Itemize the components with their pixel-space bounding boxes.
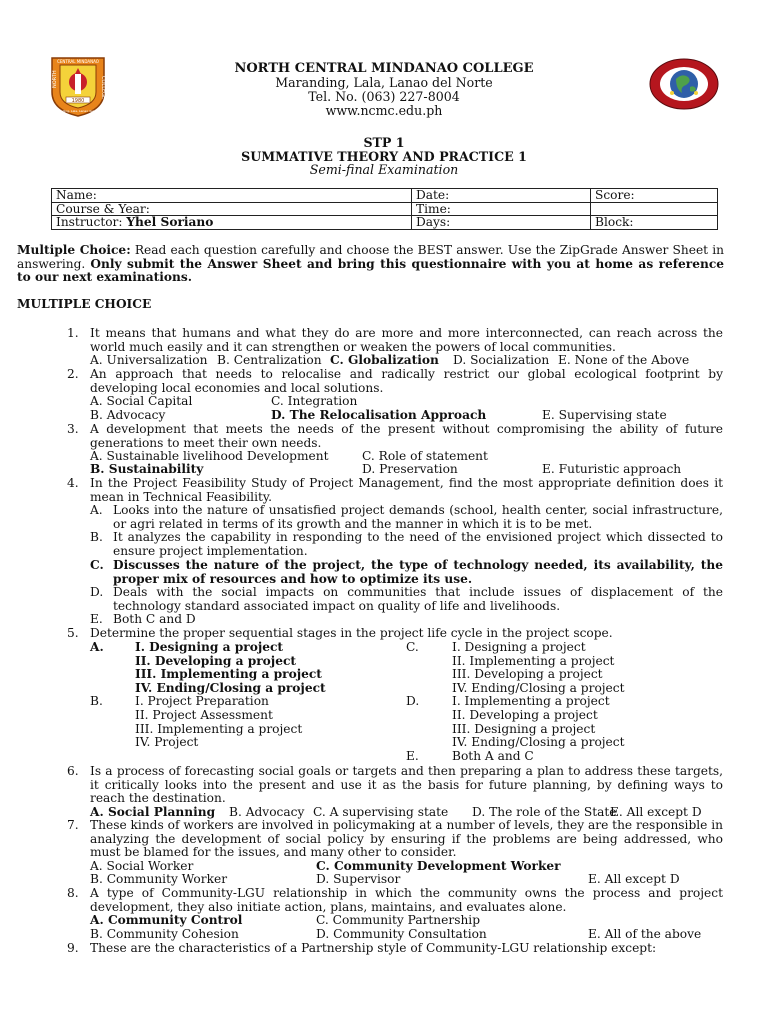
date-field[interactable]: Date: — [412, 189, 591, 203]
option-d[interactable]: D. Supervisor — [316, 872, 401, 886]
logo-top-text: CENTRAL MINDANAO — [57, 59, 99, 64]
option-b[interactable]: It analyzes the capability in responding to the need of the envisioned project which dissected to ensure project implementation. — [113, 530, 723, 558]
question-text: These kinds of workers are involved in policymaking at a number of levels, they are the responsible in analyzing the development of social policy by ensuring if the problems are being addressed, who must be blamed for the issues, and many other to consider. — [90, 818, 723, 860]
option-e-letter: E. — [406, 749, 419, 763]
logo-side-left-text: NORTH — [52, 70, 58, 88]
score-field[interactable]: Score: — [591, 189, 718, 203]
question-number: 1. — [67, 326, 79, 340]
question-number: 8. — [67, 886, 79, 900]
option-d-letter: D. — [406, 694, 420, 708]
table-row — [52, 202, 718, 216]
course-year-field[interactable]: Course & Year: — [52, 202, 412, 216]
question-text: A type of Community-LGU relationship in which the community owns the process and project development, they also initiate action, plans, maintains, and evaluates alone. — [90, 886, 723, 914]
option-c[interactable]: C. A supervising state — [313, 805, 449, 819]
question-number: 5. — [67, 626, 79, 640]
question-text: A development that meets the needs of the present without compromising the ability of future generations to meet their own needs. — [90, 422, 723, 450]
option-e[interactable]: E. None of the Above — [558, 353, 690, 367]
option-b-answer[interactable]: B. Sustainability — [90, 462, 204, 476]
option-a[interactable]: A. Universalization — [90, 353, 208, 367]
option-c-letter: C. — [406, 640, 419, 654]
option-e[interactable]: Both A and C — [452, 749, 534, 763]
question-number: 2. — [67, 367, 79, 381]
days-field[interactable]: Days: — [412, 216, 591, 230]
option-a-line[interactable]: I. Designing a project — [135, 640, 284, 654]
option-a[interactable]: A. Social Capital — [90, 394, 193, 408]
option-c-line[interactable]: II. Implementing a project — [452, 654, 615, 668]
section-title: MULTIPLE CHOICE — [17, 297, 152, 311]
question-text: An approach that needs to relocalise and radically restrict our global ecological footprint by developing local economies and local solutions. — [90, 367, 723, 395]
option-e[interactable]: E. Futuristic approach — [542, 462, 682, 476]
option-c[interactable]: C. Integration — [271, 394, 358, 408]
option-a-answer[interactable]: A. Community Control — [90, 913, 243, 927]
option-e[interactable]: E. All except D — [588, 872, 680, 886]
option-e[interactable]: E. All of the above — [588, 927, 702, 941]
option-a[interactable]: A. Social Worker — [90, 859, 194, 873]
option-d[interactable]: D. Community Consultation — [316, 927, 487, 941]
option-d[interactable]: D. Preservation — [362, 462, 458, 476]
option-b-line[interactable]: IV. Project — [135, 735, 199, 749]
exam-code: STP 1 — [363, 135, 405, 150]
instructions-text: Read each question carefully and choose the BEST answer. Use the ZipGrade Answer Sheet in answering. — [17, 243, 724, 271]
exam-type: Semi-final Examination — [309, 162, 459, 177]
option-b[interactable]: B. Centralization — [217, 353, 322, 367]
instructions-label: Multiple Choice: — [17, 243, 131, 257]
question-text: In the Project Feasibility Study of Project Management, find the most appropriate definition does it mean in Technical Feasibility. — [90, 476, 723, 504]
option-c-line[interactable]: IV. Ending/Closing a project — [452, 681, 625, 695]
option-c-answer[interactable]: Discusses the nature of the project, the type of technology needed, its availability, the proper mix of resources and how to optimize its use. — [113, 558, 723, 586]
option-d-answer[interactable]: D. The Relocalisation Approach — [271, 408, 487, 422]
question-text: These are the characteristics of a Partnership style of Community-LGU relationship except: — [90, 941, 657, 955]
instructor-label: Instructor: — [56, 215, 123, 230]
option-e-letter: E. — [90, 612, 103, 626]
option-b-letter: B. — [90, 694, 103, 708]
option-b-letter: B. — [90, 530, 103, 544]
question-number: 3. — [67, 422, 79, 436]
option-c[interactable]: C. Role of statement — [362, 449, 488, 463]
option-a-line[interactable]: II. Developing a project — [135, 654, 297, 668]
option-d[interactable]: D. Socialization — [453, 353, 550, 367]
option-e[interactable]: Both C and D — [113, 612, 196, 626]
question-text: It means that humans and what they do are more and more interconnected, can reach across the world much easily and it can strengthen or weaken the powers of local communities. — [90, 326, 723, 354]
instructor-field — [52, 216, 412, 230]
question-number: 6. — [67, 764, 79, 778]
option-d[interactable]: Deals with the social impacts on communities that include issues of displacement of the technology standard associated impact on quality of life and livelihoods. — [113, 585, 723, 613]
option-c-line[interactable]: III. Developing a project — [452, 667, 603, 681]
option-b-line[interactable]: III. Implementing a project — [135, 722, 303, 736]
option-b[interactable]: B. Community Worker — [90, 872, 228, 886]
time-field[interactable]: Time: — [412, 202, 591, 216]
option-a-line[interactable]: IV. Ending/Closing a project — [135, 681, 326, 695]
logo-year: 1980 — [71, 98, 85, 104]
instructor-name: Yhel Soriano — [126, 215, 214, 230]
block-field[interactable]: Block: — [591, 216, 718, 230]
question-number: 7. — [67, 818, 79, 832]
option-b[interactable]: B. Advocacy — [229, 805, 305, 819]
name-field[interactable]: Name: — [52, 189, 412, 203]
college-address: Maranding, Lala, Lanao del Norte — [275, 75, 493, 90]
option-d[interactable]: D. The role of the State — [472, 805, 617, 819]
option-d-line[interactable]: III. Designing a project — [452, 722, 596, 736]
option-a-answer[interactable]: A. Social Planning — [90, 805, 216, 819]
college-name: NORTH CENTRAL MINDANAO COLLEGE — [234, 61, 534, 76]
option-a-letter: A. — [90, 503, 103, 517]
option-b-line[interactable]: I. Project Preparation — [135, 694, 269, 708]
option-b[interactable]: B. Community Cohesion — [90, 927, 239, 941]
option-d-line[interactable]: I. Implementing a project — [452, 694, 610, 708]
blank-cell — [591, 202, 718, 216]
option-d-line[interactable]: IV. Ending/Closing a project — [452, 735, 625, 749]
option-e[interactable]: E. All except D — [610, 805, 702, 819]
exam-title: SUMMATIVE THEORY AND PRACTICE 1 — [241, 149, 527, 164]
question-number: 4. — [67, 476, 79, 490]
option-c-answer[interactable]: C. Community Development Worker — [316, 859, 561, 873]
option-e[interactable]: E. Supervising state — [542, 408, 667, 422]
option-a[interactable]: Looks into the nature of unsatisfied project demands (school, health center, social infrastructure, or agri related in terms of its growth and the manner in which it is to be met. — [113, 503, 723, 531]
college-website: www.ncmc.edu.ph — [325, 103, 443, 118]
option-c[interactable]: C. Community Partnership — [316, 913, 481, 927]
option-c-line[interactable]: I. Designing a project — [452, 640, 586, 654]
option-a-line[interactable]: III. Implementing a project — [135, 667, 322, 681]
option-a-letter: A. — [90, 640, 104, 654]
instructions — [17, 244, 724, 285]
option-d-letter: D. — [90, 585, 104, 599]
option-b-line[interactable]: II. Project Assessment — [135, 708, 273, 722]
table-row — [52, 189, 718, 203]
college-telephone: Tel. No. (063) 227-8004 — [308, 89, 460, 104]
table-row — [52, 216, 718, 230]
option-b[interactable]: B. Advocacy — [90, 408, 166, 422]
question-text: Determine the proper sequential stages in the project life cycle in the project scope. — [90, 626, 613, 640]
option-c-letter: C. — [90, 558, 104, 572]
student-info-table — [51, 188, 718, 230]
option-c-answer[interactable]: C. Globalization — [330, 353, 439, 367]
logo-side-right-text: COLLEGE — [100, 76, 106, 100]
option-a[interactable]: A. Sustainable livelihood Development — [90, 449, 329, 463]
question-number: 9. — [67, 941, 79, 955]
option-d-line[interactable]: II. Developing a project — [452, 708, 598, 722]
logo-bottom-text: Maranding, Lala, Lanao del Norte — [53, 109, 103, 113]
instructions-bold: Only submit the Answer Sheet and bring this questionnaire with you at home as reference to our next examinations. — [17, 256, 724, 285]
question-text: Is a process of forecasting social goals or targets and then preparing a plan to address these targets, it critically looks into the present and use it as the basis for future planning, by defining ways to reach the destination. — [90, 764, 723, 806]
